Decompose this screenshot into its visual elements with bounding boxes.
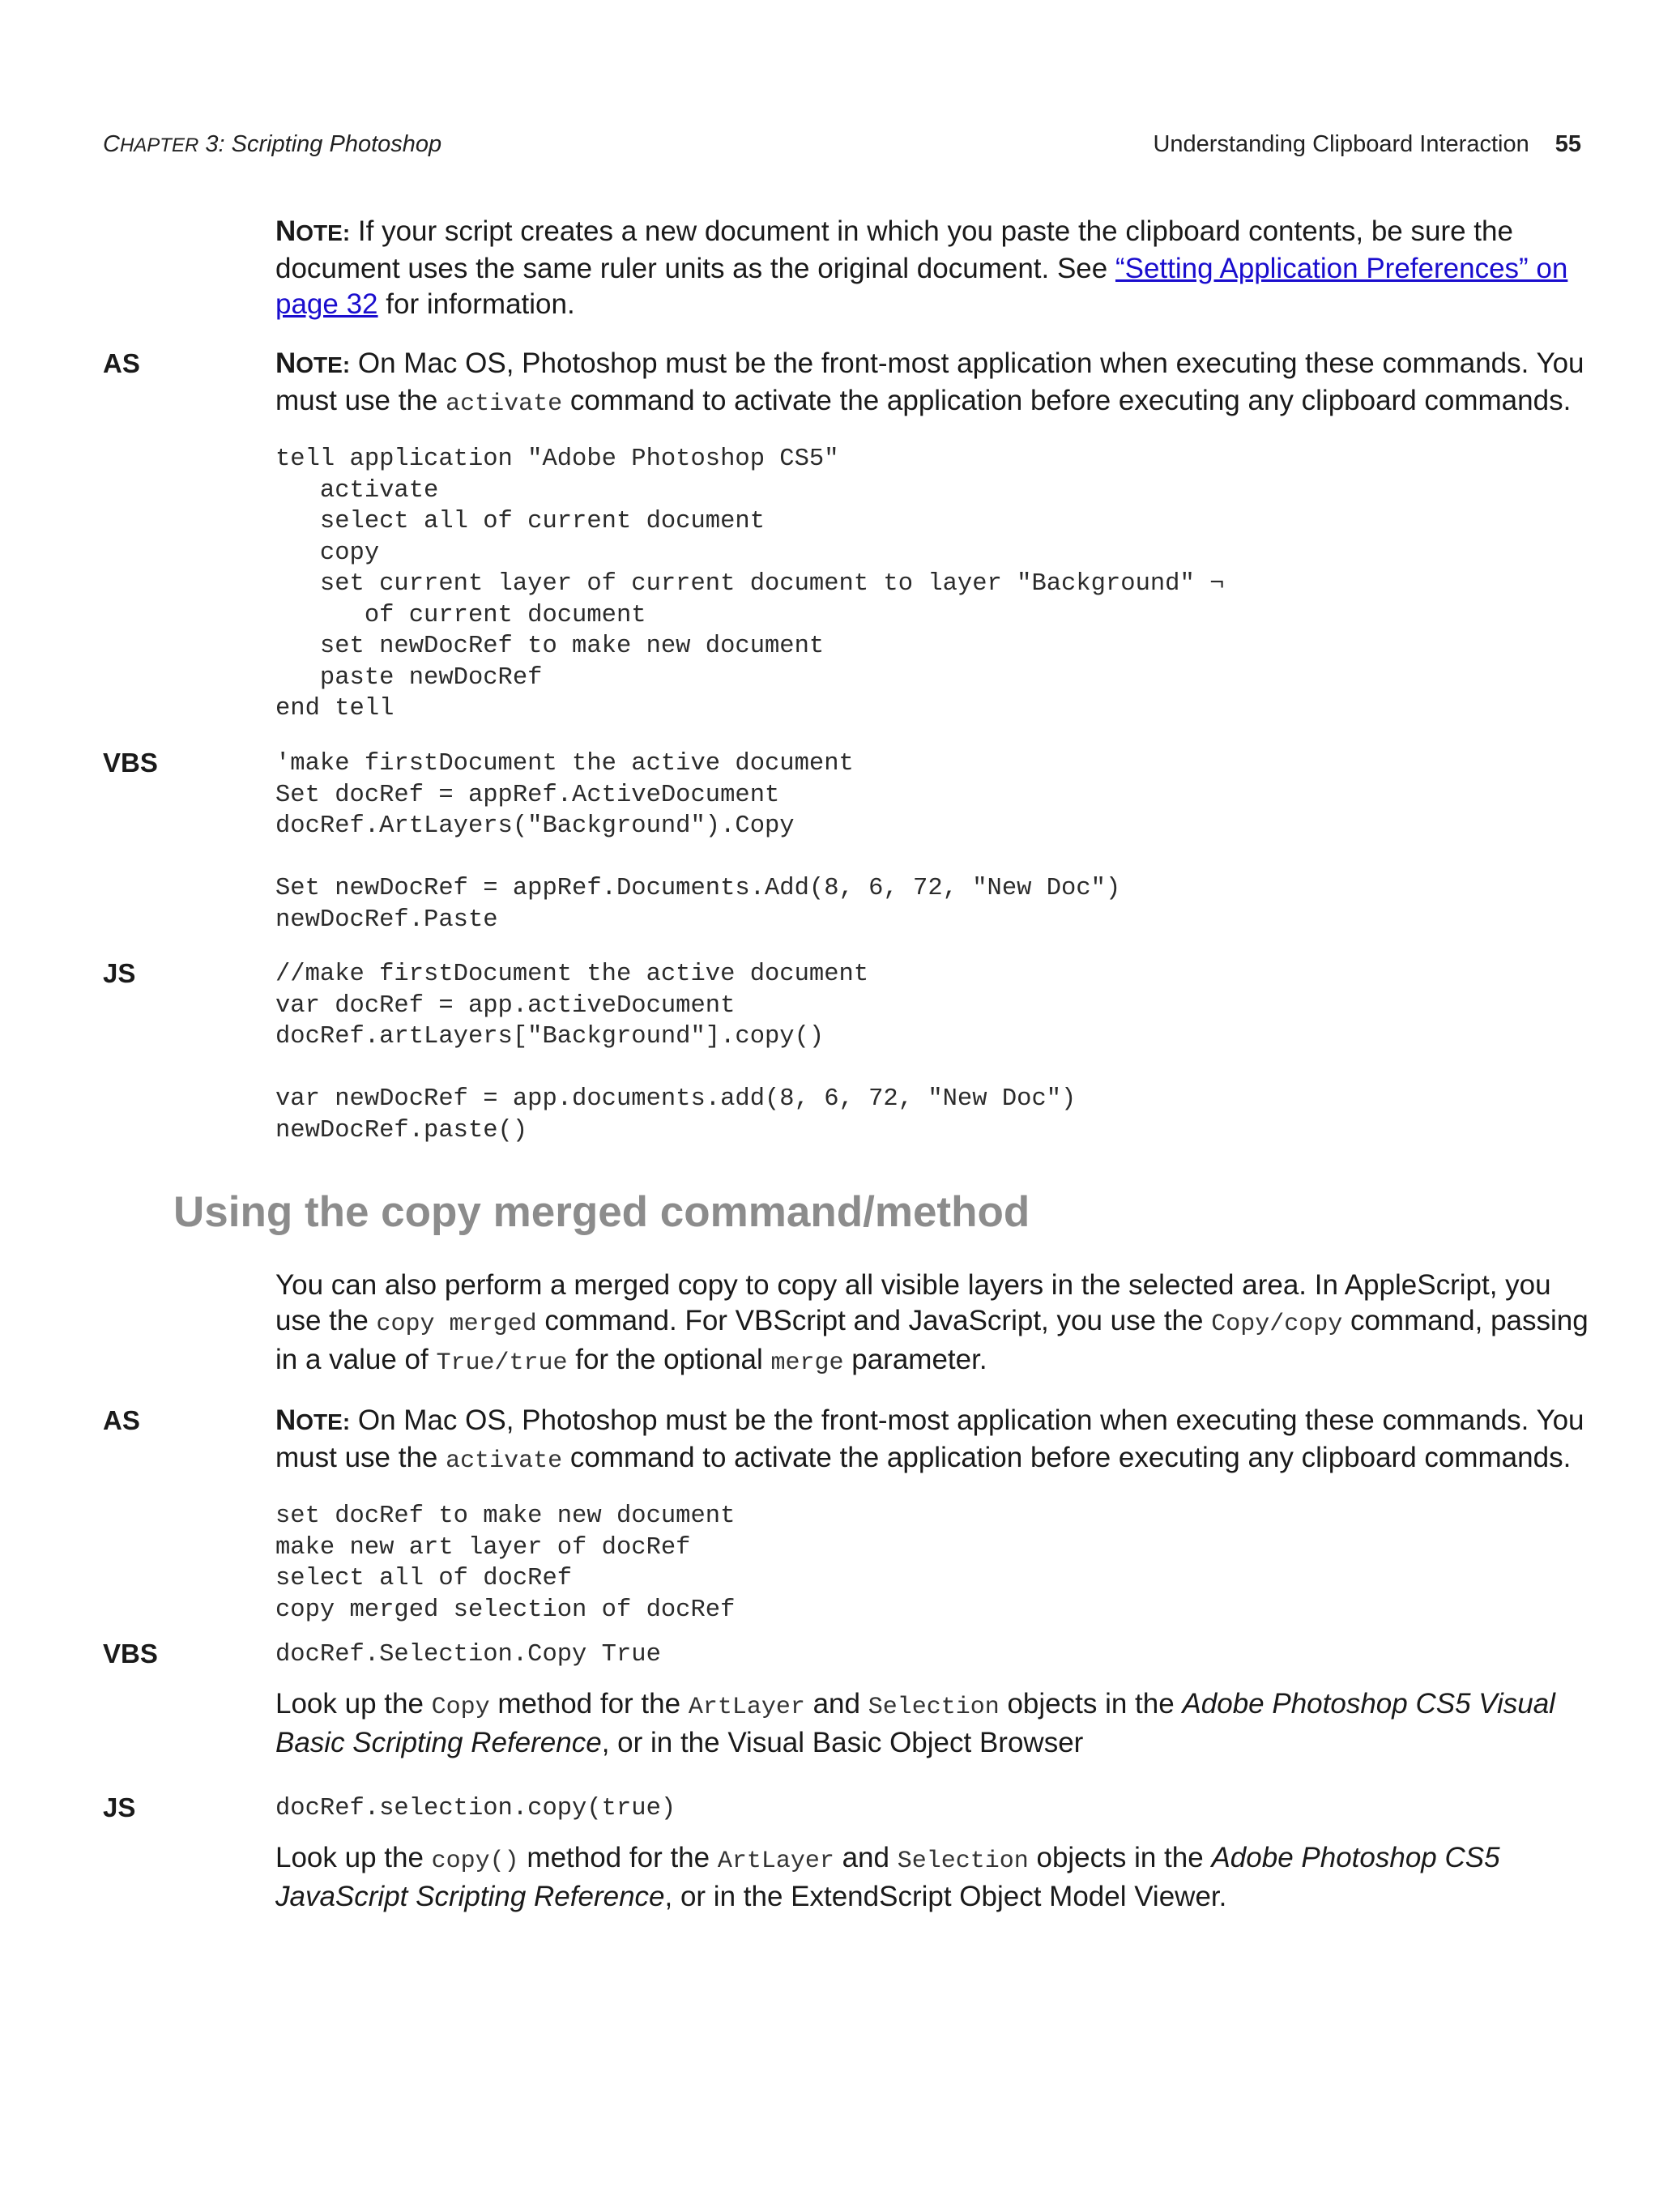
chapter-rest: 3: Scripting Photoshop <box>198 131 442 157</box>
js-lookup-paragraph <box>275 1840 1596 1915</box>
inline-code: merge <box>770 1349 844 1377</box>
running-header-chapter <box>103 128 441 162</box>
note-label-first: N <box>275 1404 296 1436</box>
lookup-text: , or in the ExtendScript Object Model Viewer. <box>664 1881 1227 1912</box>
code-block-applescript-copy-merged: set docRef to make new document make new art layer of docRef select all of docRef copy merged selection of docRef <box>275 1502 736 1624</box>
inline-code: copy merged <box>376 1311 537 1338</box>
chapter-small: HAPTER <box>119 134 199 156</box>
inline-code: activate <box>446 1447 563 1475</box>
language-label-vbs: VBS <box>103 748 158 778</box>
intro-text: You can also perform a merged copy to copy all visible layers in the selected area. In AppleScript, you use the <box>275 1269 1551 1336</box>
note-label <box>275 1404 350 1436</box>
note-label-rest: OTE: <box>296 352 351 377</box>
inline-code: Selection <box>897 1848 1029 1875</box>
inline-code: Selection <box>868 1694 1000 1721</box>
note-text-end: command to activate the application before executing any clipboard commands. <box>562 385 1572 416</box>
lookup-text: , or in the Visual Basic Object Browser <box>601 1727 1084 1758</box>
inline-code: copy() <box>431 1848 519 1875</box>
code-block-applescript-copy-paste: tell application "Adobe Photoshop CS5" activate select all of current document copy set current layer of current document to layer "Background" ¬ of current document set newDocRef to make new document paste newDocRef end tell <box>275 445 1225 722</box>
note-text: On Mac OS, Photoshop must be the front-most application when executing these commands. You must use the <box>275 1404 1584 1473</box>
inline-code: ArtLayer <box>717 1848 834 1875</box>
intro-text: command, passing in a value of <box>275 1305 1589 1375</box>
code-block-javascript-copy-merged: docRef.selection.copy(true) <box>275 1795 676 1822</box>
lookup-text: objects in the <box>999 1688 1183 1720</box>
lookup-text: objects in the <box>1028 1842 1212 1873</box>
lookup-text: Look up the <box>275 1842 432 1873</box>
language-label-as: AS <box>103 1405 140 1435</box>
running-header-section <box>1153 128 1581 160</box>
code-block-vbscript-copy-merged: docRef.Selection.Copy True <box>275 1641 661 1669</box>
note-label <box>275 347 350 379</box>
vbs-lookup-paragraph <box>275 1686 1596 1761</box>
note-label-first: N <box>275 215 296 247</box>
inline-code: Copy/copy <box>1211 1311 1343 1338</box>
note-label-first: N <box>275 347 296 379</box>
section-heading: Using the copy merged command/method <box>173 1188 1030 1236</box>
lookup-text: and <box>804 1688 868 1720</box>
language-label-js: JS <box>103 958 136 988</box>
intro-text: for the optional <box>567 1344 771 1375</box>
code-block-javascript-copy-paste: //make firstDocument the active document var docRef = app.activeDocument docRef.artLayers["Background"].copy() var newDocRef = app.documents.add(8, 6, 72, "New Doc") newDocRef.paste() <box>275 961 1077 1144</box>
inline-code: True/true <box>436 1349 568 1377</box>
cross-reference-link[interactable]: “Setting Application Preferences” on page 32 <box>275 253 1568 320</box>
inline-code: activate <box>446 390 563 418</box>
note-label <box>275 215 350 247</box>
language-label-js: JS <box>103 1792 136 1822</box>
note-label-rest: OTE: <box>296 220 351 245</box>
chapter-prefix: C <box>103 131 120 157</box>
note-paragraph-ruler-units <box>275 214 1596 322</box>
note-text: If your script creates a new document in which you paste the clipboard contents, be sure the document uses the same ruler units as the original document. See <box>275 215 1513 284</box>
inline-code: ArtLayer <box>688 1694 805 1721</box>
lookup-text: method for the <box>518 1842 718 1873</box>
note-text-end: command to activate the application before executing any clipboard commands. <box>562 1442 1572 1473</box>
code-block-vbscript-copy-paste: 'make firstDocument the active document Set docRef = appRef.ActiveDocument docRef.ArtLayers("Background").Copy Set newDocRef = appRef.Documents.Add(8, 6, 72, "New Doc") newDocRef.Paste <box>275 750 1121 934</box>
lookup-text: Look up the <box>275 1688 432 1720</box>
note-paragraph-mac-os <box>275 346 1596 422</box>
page-number: 55 <box>1555 131 1581 157</box>
reference-title: Adobe Photoshop CS5 Visual Basic Scripting Reference <box>275 1688 1555 1758</box>
note-text: On Mac OS, Photoshop must be the front-most application when executing these commands. You must use the <box>275 347 1584 416</box>
intro-text: command. For VBScript and JavaScript, you use the <box>536 1305 1212 1336</box>
section-name: Understanding Clipboard Interaction <box>1153 131 1529 157</box>
lookup-text: method for the <box>489 1688 689 1720</box>
reference-title: Adobe Photoshop CS5 JavaScript Scripting Reference <box>275 1842 1500 1912</box>
note-label-rest: OTE: <box>296 1409 351 1434</box>
inline-code: Copy <box>431 1694 490 1721</box>
note-paragraph-mac-os <box>275 1403 1596 1479</box>
intro-text: parameter. <box>843 1344 987 1375</box>
language-label-as: AS <box>103 348 140 378</box>
note-text-end: for information. <box>377 288 575 320</box>
language-label-vbs: VBS <box>103 1639 158 1669</box>
lookup-text: and <box>834 1842 898 1873</box>
intro-paragraph <box>275 1268 1596 1381</box>
